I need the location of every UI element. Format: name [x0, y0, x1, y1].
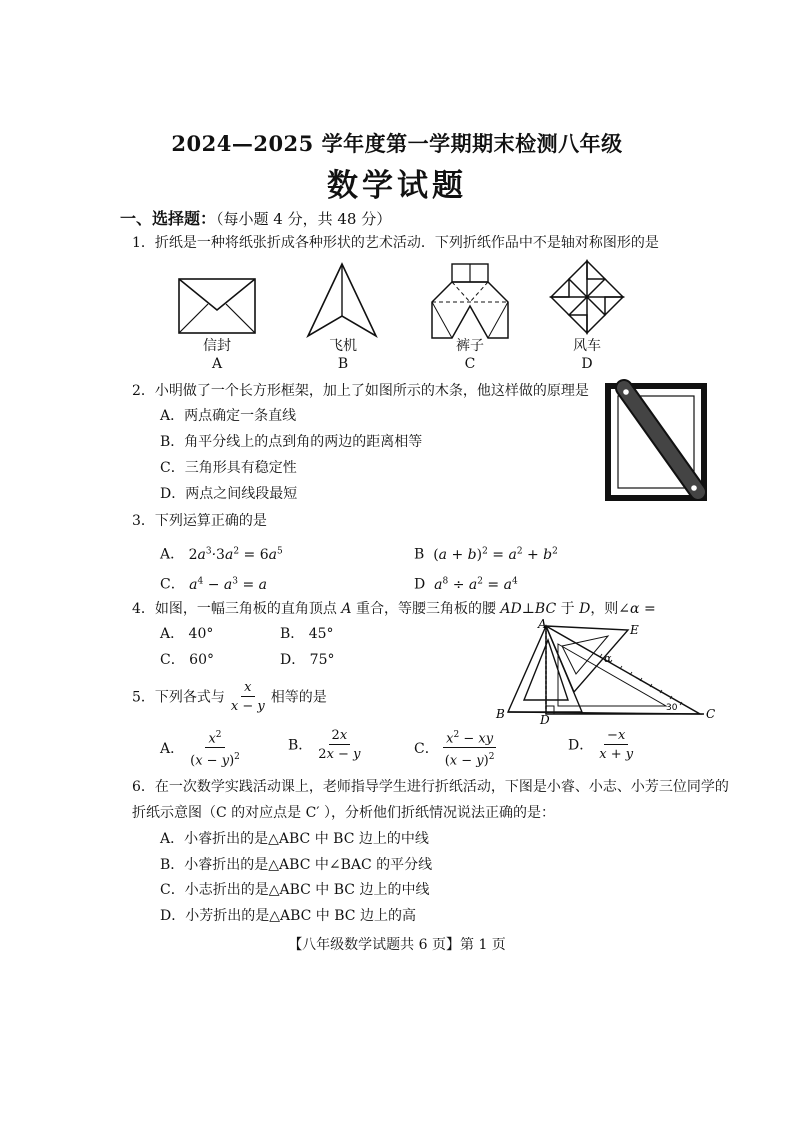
figure-caption: 飞机: [329, 338, 357, 354]
question-6-line2: 折纸示意图（C 的对应点是 C′ ），分析他们折纸情况说法正确的是：: [132, 805, 555, 821]
option-d: D．小芳折出的是△ABC 中 BC 边上的高: [160, 908, 416, 924]
question-number: 4．: [132, 601, 155, 617]
figure-caption: 信封: [203, 338, 231, 354]
option-c: [160, 571, 267, 595]
triangle-set-figure: [490, 614, 730, 726]
option-b: B．角平分线上的点到角的两边的距离相等: [160, 434, 423, 450]
question-text: 下列各式与: [154, 689, 225, 706]
pants-icon: [430, 262, 510, 342]
math-var: D: [579, 601, 591, 617]
fraction: $\frac{x^2}{(x - y)^2}$: [190, 730, 240, 769]
question-2: [132, 381, 589, 401]
formula: $2a^3\cdot 3a^2 = 6a^5$: [188, 546, 283, 563]
math-var: A: [341, 601, 352, 617]
option-letter: C．: [414, 740, 439, 757]
option-d: [568, 728, 639, 763]
section-note: （每小题 4 分，共 48 分）: [216, 210, 392, 228]
option-a: A．小睿折出的是△ABC 中 BC 边上的中线: [160, 831, 429, 847]
question-text: 于: [556, 601, 580, 617]
label-30: 30: [666, 703, 678, 713]
option-b: B． 45°: [280, 626, 334, 642]
question-6: [132, 777, 729, 797]
question-text: =: [639, 601, 656, 617]
option-c: C．三角形具有稳定性: [160, 460, 297, 476]
option-c: C． 60°: [160, 652, 214, 668]
question-number: 3．: [132, 513, 155, 529]
envelope-icon: [178, 278, 256, 334]
option-d: D．两点之间线段最短: [160, 486, 298, 502]
math-expr: AD⊥BC: [500, 601, 557, 617]
option-letter: A．: [160, 740, 185, 757]
question-3: [132, 511, 267, 531]
formula: $a^8 \div a^2 = a^4$: [434, 576, 518, 593]
figure-letter: B: [337, 356, 349, 372]
question-text: 重合，等腰三角板的腰: [351, 601, 501, 617]
question-number: 6．: [132, 779, 155, 795]
figure-letter: C: [464, 356, 476, 372]
fraction: $\frac{2x}{2x - y}$: [318, 728, 361, 762]
question-text: 如图，一幅三角板的直角顶点: [154, 601, 342, 617]
exam-title-line1: 2024—2025 学年度第一学期期末检测八年级: [171, 131, 623, 156]
option-letter: B: [414, 546, 425, 563]
question-text: 在一次数学实践活动课上，老师指导学生进行折纸活动，下图是小睿、小志、小芳三位同学的: [154, 779, 729, 795]
figure-letter: D: [581, 356, 593, 372]
option-c: [414, 728, 500, 770]
figure-caption: 裤子: [456, 338, 484, 354]
option-letter: A．: [160, 546, 185, 563]
question-text: ，则∠: [590, 601, 631, 617]
question-text: 折纸是一种将纸张折成各种形状的艺术活动．下列折纸作品中不是轴对称图形的是: [154, 235, 659, 251]
exam-title: 数学试题: [327, 168, 467, 204]
option-b: [414, 541, 558, 565]
page-footer: 【八年级数学试题共 6 页】第 1 页: [288, 937, 506, 953]
fraction: $\frac{-x}{x + y}$: [599, 728, 634, 762]
paper-plane-icon: [306, 262, 378, 340]
option-letter: B．: [288, 737, 313, 754]
formula: $(a + b)^2 = a^2 + b^2$: [433, 546, 558, 563]
figure-caption: 风车: [573, 338, 601, 354]
option-a: [160, 541, 283, 565]
question-number: 5．: [132, 689, 155, 706]
label-alpha: α: [604, 652, 612, 665]
option-a: A．两点确定一条直线: [160, 408, 297, 424]
figure-letter: A: [211, 356, 223, 372]
label-b: B: [496, 707, 505, 721]
section-label: 一、选择题：: [120, 209, 217, 228]
question-text: 下列运算正确的是: [154, 513, 267, 529]
option-a: [160, 728, 246, 770]
question-5: [132, 680, 327, 715]
math-var: α: [630, 601, 640, 617]
section-heading: [120, 206, 391, 229]
question-number: 1．: [132, 235, 155, 251]
option-c: C．小志折出的是△ABC 中 BC 边上的中线: [160, 882, 430, 898]
option-d: D． 75°: [280, 652, 335, 668]
question-text: 小明做了一个长方形框架，加上了如图所示的木条，他这样做的原理是: [154, 383, 589, 399]
option-d: [414, 571, 518, 595]
pinwheel-icon: [548, 258, 626, 336]
option-letter: D: [414, 576, 426, 593]
option-b: [288, 728, 366, 763]
label-e: E: [630, 623, 639, 637]
fraction: $\frac{x^2 - xy}{(x - y)^2}$: [444, 730, 495, 769]
question-1: [132, 233, 659, 253]
option-b: B．小睿折出的是△ABC 中∠BAC 的平分线: [160, 857, 433, 873]
option-a: A． 40°: [160, 626, 214, 642]
label-a: A: [538, 617, 547, 631]
question-text: 相等的是: [270, 689, 327, 706]
fraction: $\frac{x}{x - y}$: [230, 680, 265, 714]
label-c: C: [706, 707, 716, 721]
option-letter: D．: [568, 737, 594, 754]
option-letter: C．: [160, 576, 185, 593]
label-d: D: [540, 713, 550, 727]
frame-figure: [602, 380, 712, 504]
question-number: 2．: [132, 383, 155, 399]
formula: $a^4 - a^3 = a$: [189, 576, 267, 593]
